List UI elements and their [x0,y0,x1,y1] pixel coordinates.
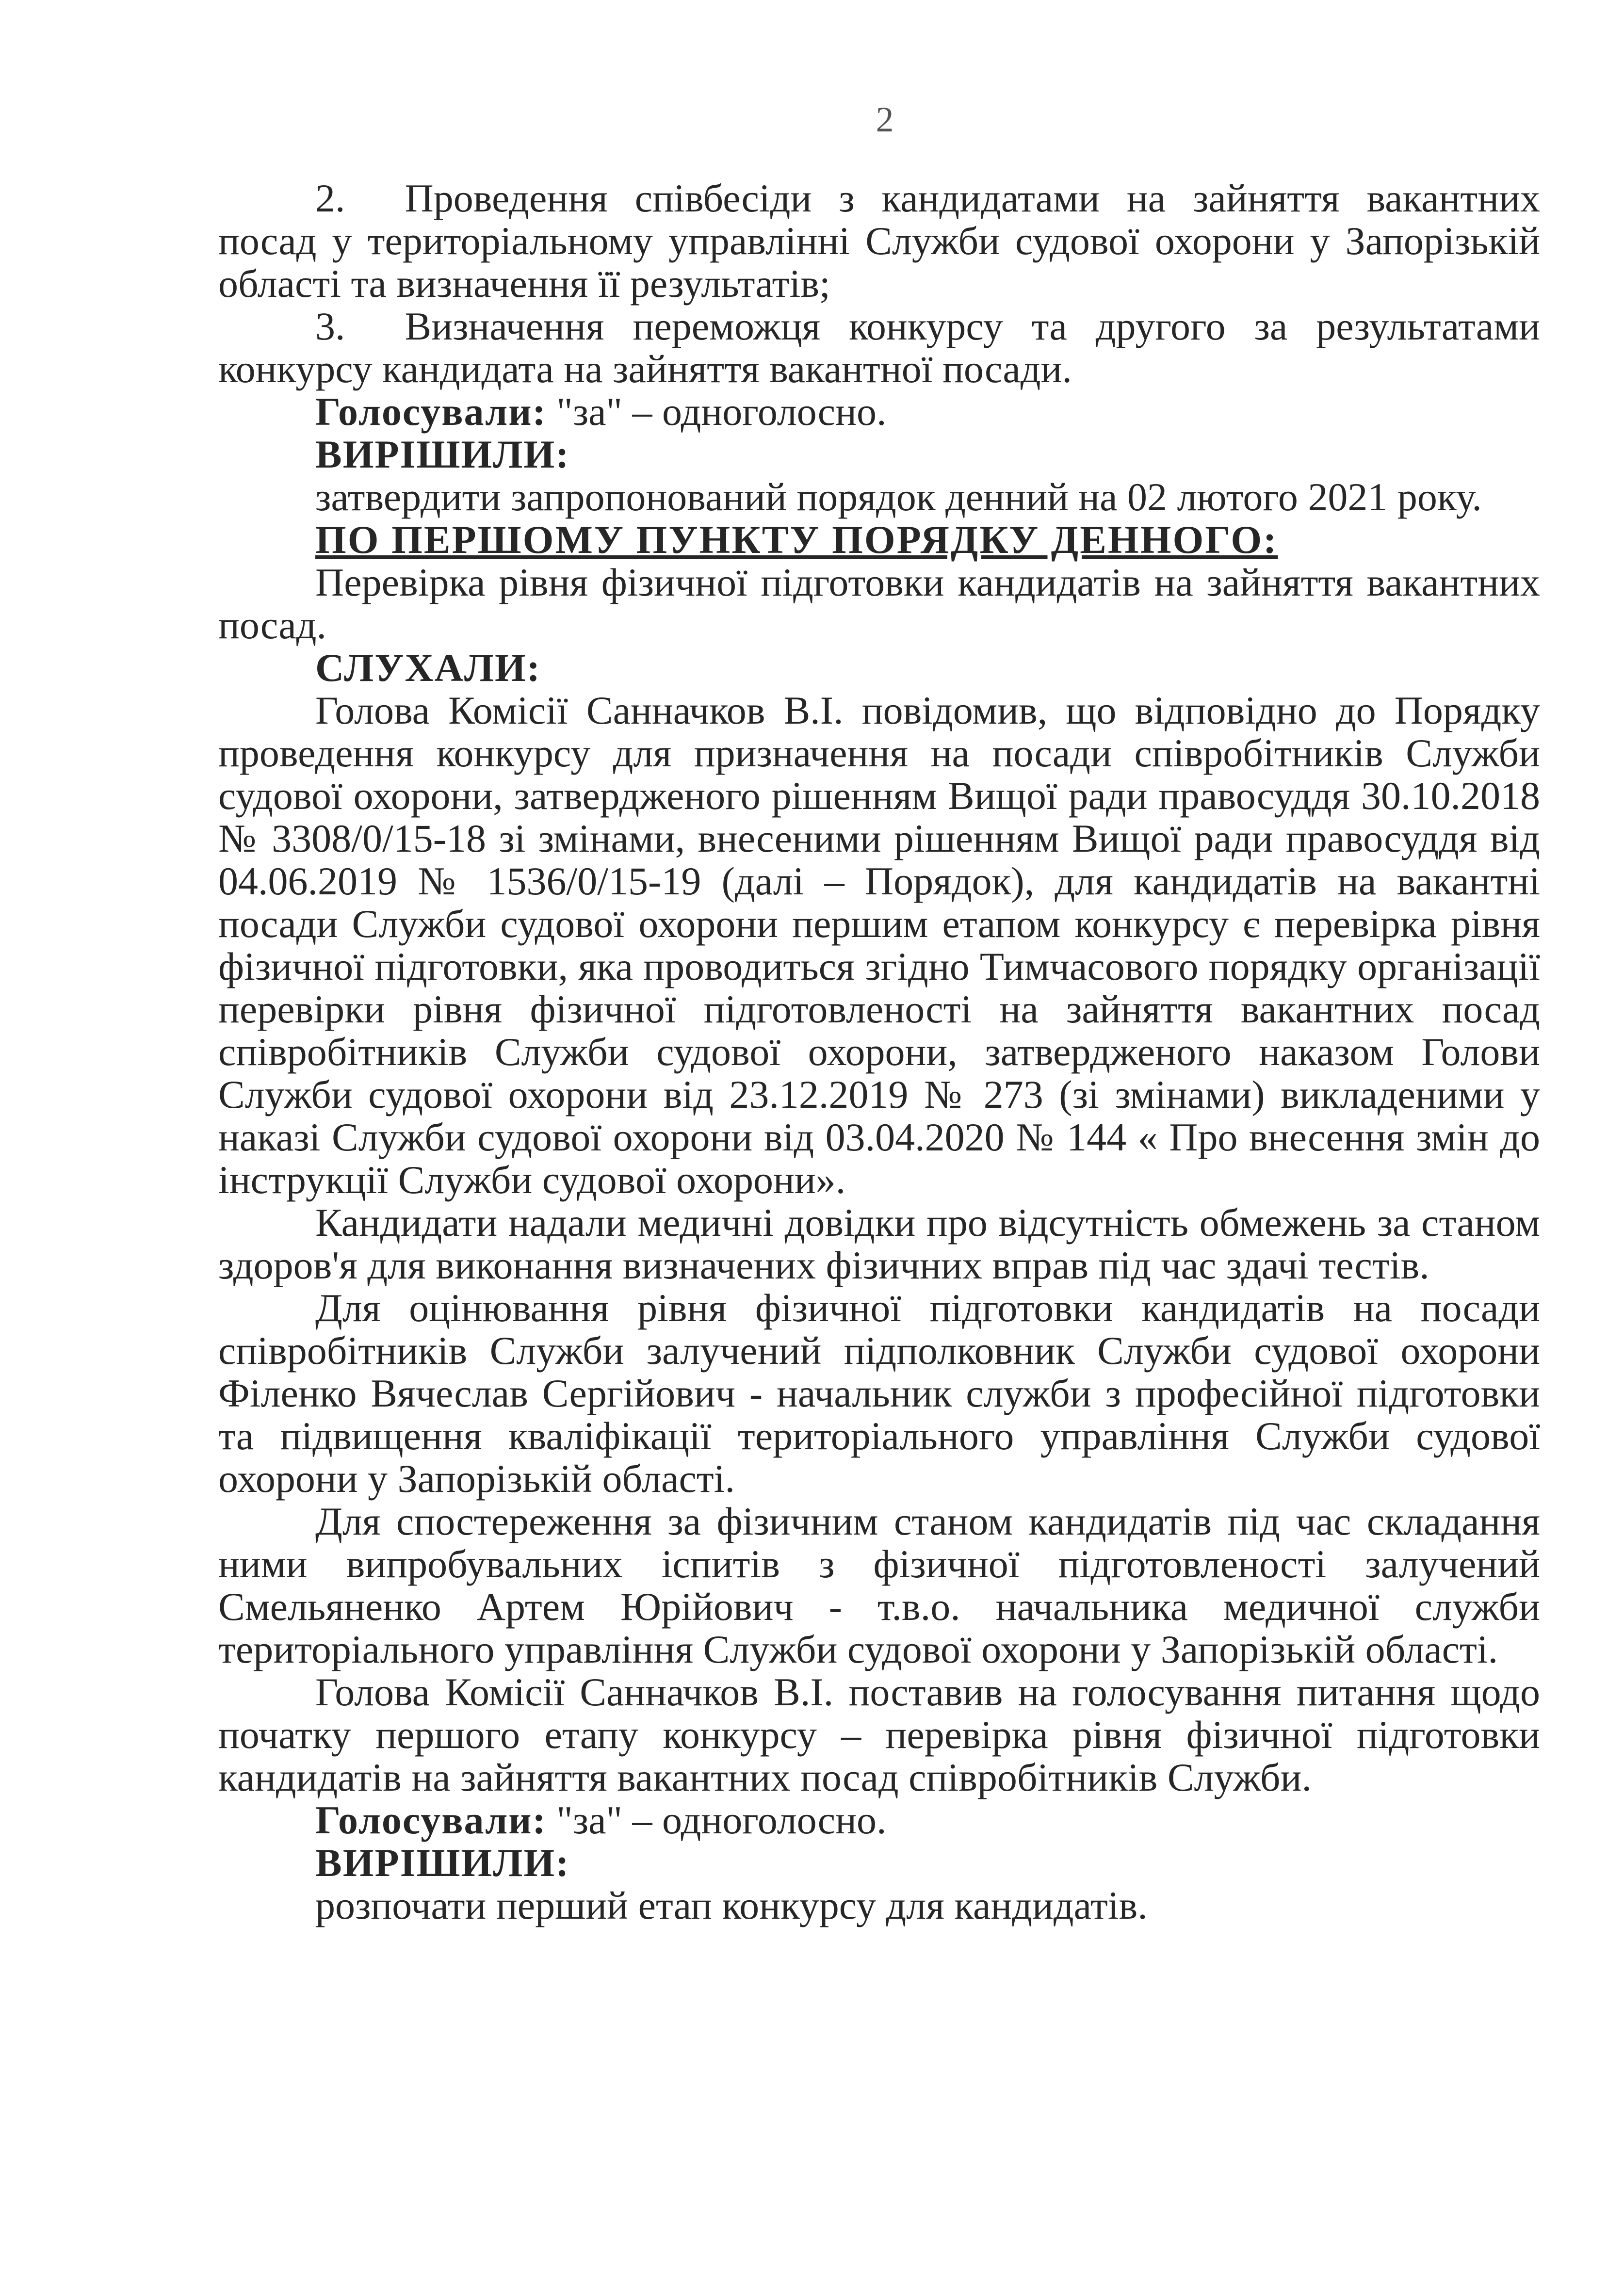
vote-line [218,390,1540,433]
agenda-item-number: 2. [315,176,345,220]
vote-result: "за" – одноголосно. [546,389,887,434]
heard-label: СЛУХАЛИ: [315,646,541,690]
agenda-item-text: Визначення переможця конкурсу та другого за результатами конкурсу кандидата на зайняття вакантної посади. [218,304,1540,391]
paragraph: Голова Комісії Санначков В.І. повідомив, що відповідно до Порядку проведення конкурсу для призначення на посади співробітників Служби судової охорони, затвердженого рішенням Вищої ради правосуддя 30.10.2018 № 3308/0/15-18 зі змінами, внесеними рішенням Вищої ради правосуддя від 04.06.2019 № 1536/0/15-19 (далі – Порядок), для кандидатів на вакантні посади Служби судової охорони першим етапом конкурсу є перевірка рівня фізичної підготовки, яка проводиться згідно Тимчасового порядку організації перевірки рівня фізичної підготовленості на зайняття вакантних посад співробітників Служби судової охорони, затвердженого наказом Голови Служби судової охорони від 23.12.2019 № 273 (зі змінами) викладеними у наказі Служби судової охорони від 03.04.2020 № 144 « Про внесення змін до інструкції Служби судової охорони». [218,688,1540,1202]
page-number: 2 [876,100,894,140]
decided-text: розпочати перший етап конкурсу для кандидатів. [315,1883,1148,1927]
paragraph: Для спостереження за фізичним станом кандидатів під час складання ними випробувальних іспитів з фізичної підготовленості залучений Смельяненко Артем Юрійович - т.в.о. начальника медичної служби територіального управління Служби судової охорони у Запорізькій області. [218,1499,1540,1671]
paragraph: Голова Комісії Санначков В.І. поставив на голосування питання щодо початку першого етапу конкурсу – перевірка рівня фізичної підготовки кандидатів на зайняття вакантних посад співробітників Служби. [218,1670,1540,1799]
vote-result: "за" – одноголосно. [546,1798,887,1842]
section-heading: ПО ПЕРШОМУ ПУНКТУ ПОРЯДКУ ДЕННОГО: [315,518,1278,562]
vote-label: Голосували: [315,389,547,434]
agenda-item-2 [218,177,1540,305]
decided-text: затвердити запропонований порядок денний на 02 лютого 2021 року. [315,475,1482,519]
agenda-item-3 [218,305,1540,390]
decided-label: ВИРІШИЛИ: [315,1841,570,1885]
agenda-item-text: Проведення співбесіди з кандидатами на зайняття вакантних посад у територіальному управлінні Служби судової охорони у Запорізькій області та визначення її результатів; [218,176,1540,306]
section-topic: Перевірка рівня фізичної підготовки кандидатів на зайняття вакантних посад. [218,560,1540,647]
paragraph: Кандидати надали медичні довідки про відсутність обмежень за станом здоров'я для виконання визначених фізичних вправ під час здачі тестів. [218,1200,1540,1287]
vote-label: Голосували: [315,1798,547,1842]
minutes-body [218,177,1540,1927]
decided-label: ВИРІШИЛИ: [315,432,570,476]
paragraph: Для оцінювання рівня фізичної підготовки кандидатів на посади співробітників Служби залучений підполковник Служби судової охорони Філенко Вячеслав Сергійович - начальник служби з професійної підготовки та підвищення кваліфікації територіального управління Служби судової охорони у Запорізькій області. [218,1286,1540,1501]
vote-line [218,1799,1540,1842]
agenda-item-number: 3. [315,304,345,348]
